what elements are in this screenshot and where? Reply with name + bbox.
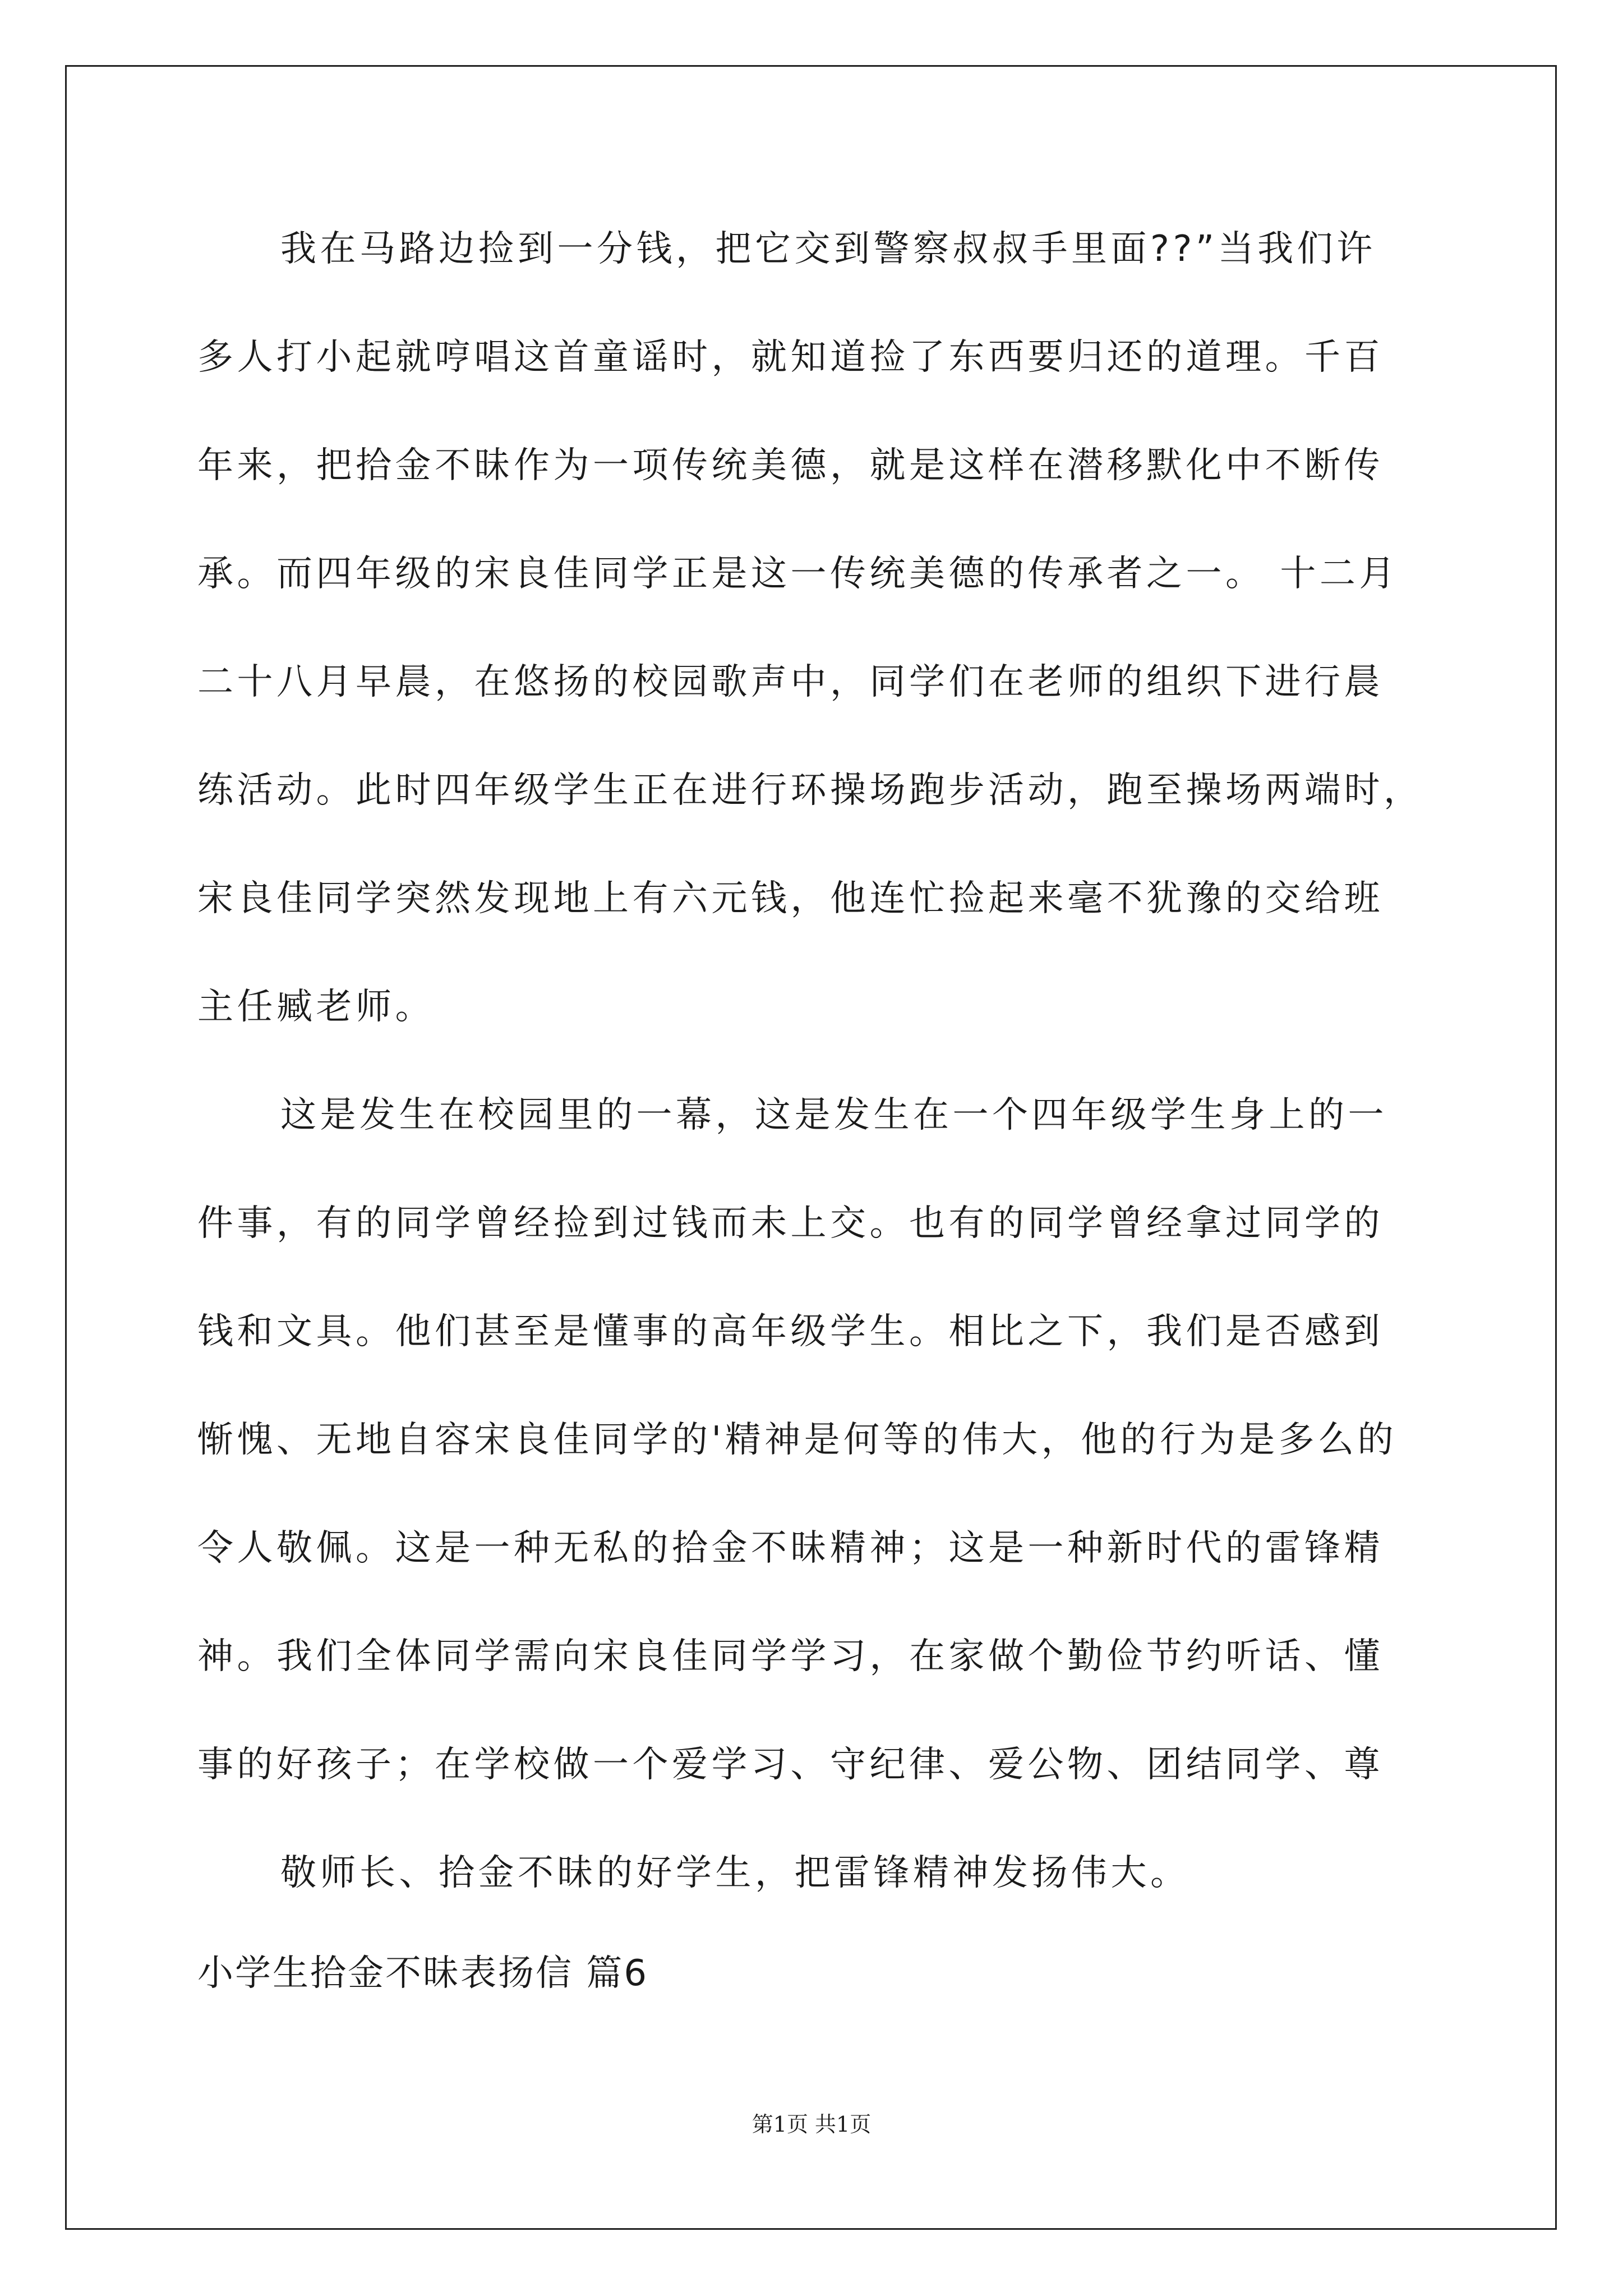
paragraph-line: 钱和文具。他们甚至是懂事的高年级学生。相比之下，我们是否感到 [197, 1311, 1384, 1352]
section-heading: 小学生拾金不昧表扬信 篇6 [197, 1953, 649, 1994]
page-footer: 第1页 共1页 [751, 2112, 872, 2137]
paragraph-line: 我在马路边捡到一分钱，把它交到警察叔叔手里面??”当我们许 [280, 228, 1376, 270]
page-border [65, 65, 1557, 2230]
paragraph-line: 宋良佳同学突然发现地上有六元钱，他连忙捡起来毫不犹豫的交给班 [197, 878, 1384, 919]
paragraph-line: 二十八月早晨，在悠扬的校园歌声中，同学们在老师的组织下进行晨 [197, 661, 1384, 703]
paragraph-line: 主任臧老师。 [197, 986, 435, 1028]
paragraph-line: 令人敬佩。这是一种无私的拾金不昧精神；这是一种新时代的雷锋精 [197, 1527, 1384, 1569]
paragraph-line: 神。我们全体同学需向宋良佳同学学习，在家做个勤俭节约听话、懂 [197, 1636, 1384, 1677]
paragraph-line: 承。而四年级的宋良佳同学正是这一传统美德的传承者之一。 十二月 [197, 553, 1399, 595]
paragraph-line: 多人打小起就哼唱这首童谣时，就知道捡了东西要归还的道理。千百 [197, 337, 1384, 378]
paragraph-line: 年来，把拾金不昧作为一项传统美德，就是这样在潜移默化中不断传 [197, 445, 1384, 486]
paragraph-line: 这是发生在校园里的一幕，这是发生在一个四年级学生身上的一 [280, 1094, 1387, 1136]
paragraph-line: 惭愧、无地自容宋良佳同学的'精神是何等的伟大，他的行为是多么的 [197, 1419, 1398, 1461]
paragraph-line: 事的好孩子；在学校做一个爱学习、守纪律、爱公物、团结同学、尊 [197, 1744, 1384, 1786]
paragraph-line: 敬师长、拾金不昧的好学生，把雷锋精神发扬伟大。 [280, 1852, 1190, 1894]
paragraph-line: 练活动。此时四年级学生正在进行环操场跑步活动，跑至操场两端时， [197, 770, 1423, 811]
paragraph-line: 件事，有的同学曾经捡到过钱而未上交。也有的同学曾经拿过同学的 [197, 1203, 1384, 1244]
